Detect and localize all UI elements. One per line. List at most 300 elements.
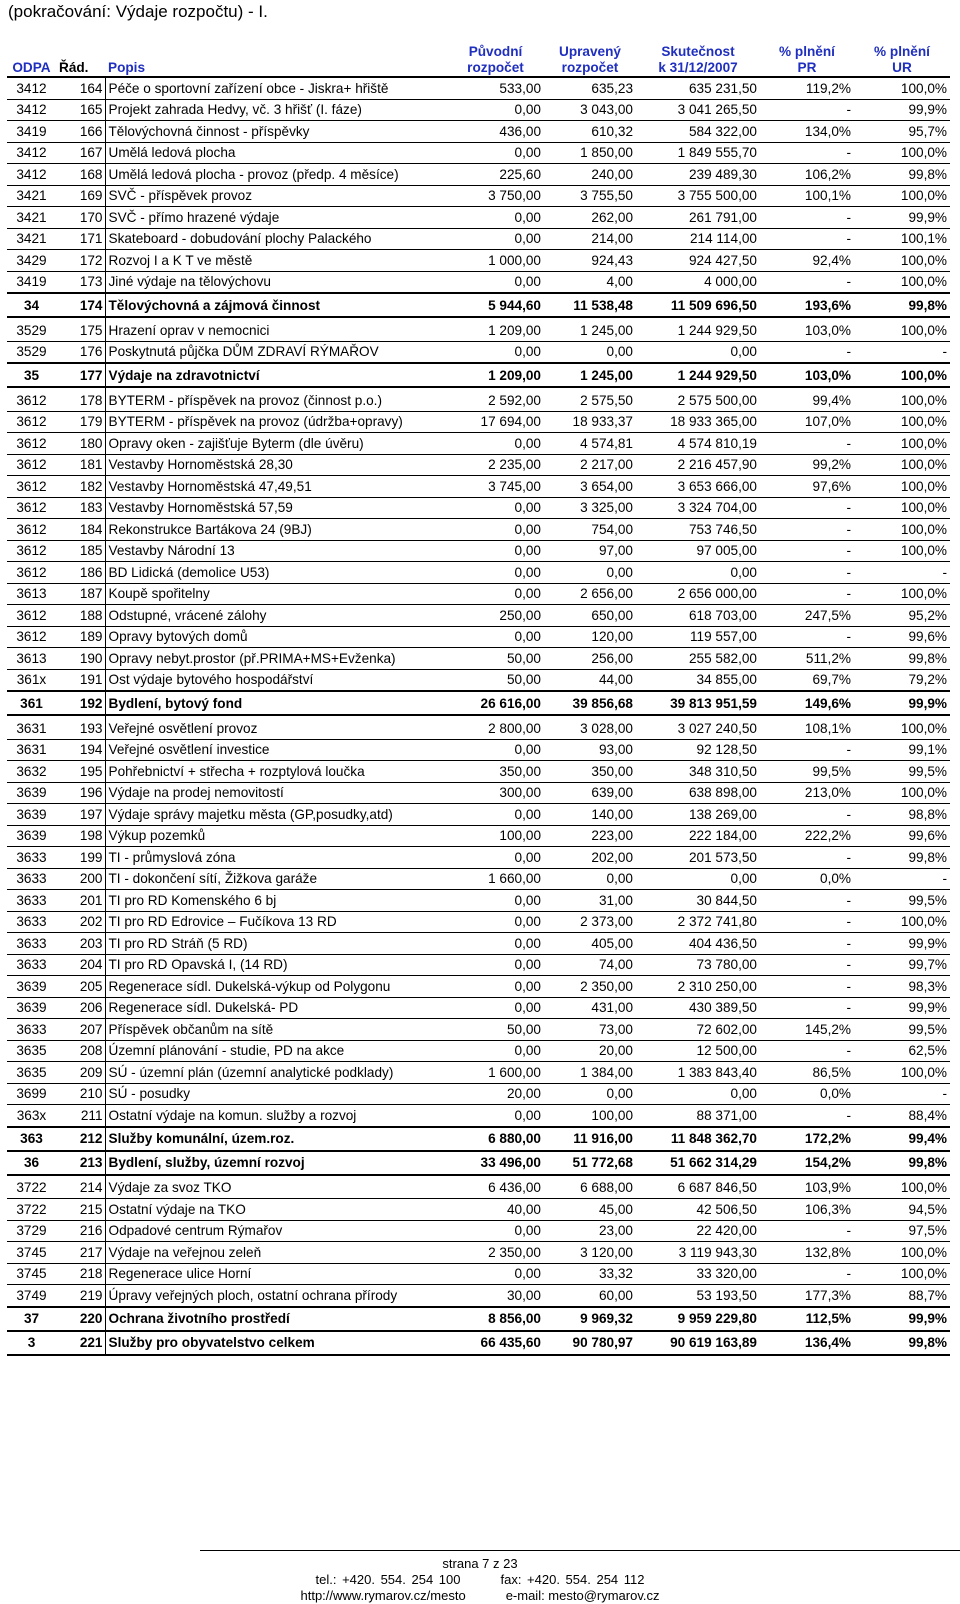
cell-upraveny: 51 772,68 (572, 1155, 633, 1170)
cell-puvodni: 3 745,00 (488, 478, 541, 494)
cell-odpa: 3421 (16, 188, 47, 204)
cell-plneni-ur: 99,4% (908, 1131, 947, 1146)
cell-odpa: 3633 (16, 871, 47, 887)
cell-popis: Rekonstrukce Bartákova 24 (9BJ) (105, 519, 447, 541)
cell-plneni-ur: 100,0% (900, 500, 947, 516)
cell-upraveny: 140,00 (591, 806, 633, 822)
table-row-subtotal (7, 1307, 950, 1331)
cell-rad: 217 (79, 1244, 103, 1260)
table-row (7, 669, 950, 691)
cell-puvodni: 0,00 (514, 742, 541, 758)
cell-odpa: 3635 (16, 1043, 47, 1059)
cell-odpa: 361 (20, 695, 43, 711)
cell-skutecnost: 1 383 843,40 (677, 1064, 757, 1080)
cell-plneni-pr: 134,0% (804, 123, 851, 139)
cell-plneni-ur: 100,0% (900, 586, 947, 602)
cell-puvodni: 1 000,00 (488, 252, 541, 268)
table-row (7, 1220, 950, 1242)
cell-plneni-pr: 103,0% (804, 322, 851, 338)
cell-plneni-pr: - (846, 274, 851, 290)
cell-rad: 185 (79, 543, 103, 559)
table-row (7, 121, 950, 143)
table-row (7, 715, 950, 739)
cell-rad: 196 (79, 785, 103, 801)
cell-skutecnost: 239 489,30 (688, 166, 757, 182)
cell-skutecnost: 119 557,00 (689, 629, 757, 645)
cell-popis: Projekt zahrada Hedvy, vč. 3 hřišť (I. fáze) (105, 99, 447, 121)
cell-plneni-ur: - (942, 1086, 947, 1102)
cell-puvodni: 50,00 (506, 650, 541, 666)
cell-puvodni: 0,00 (514, 1000, 541, 1016)
cell-popis: Regenerace ulice Horní (105, 1263, 447, 1285)
cell-popis: Opravy bytových domů (105, 626, 447, 648)
cell-plneni-ur: 100,0% (900, 435, 947, 451)
cell-upraveny: 2 350,00 (580, 978, 633, 994)
cell-plneni-ur: 100,0% (900, 1180, 947, 1196)
cell-rad: 215 (79, 1201, 103, 1217)
cell-popis: Výdaje na veřejnou zeleň (105, 1242, 447, 1264)
cell-skutecnost: 34 855,00 (696, 672, 757, 688)
cell-plneni-pr: 247,5% (804, 607, 851, 623)
cell-plneni-ur: 100,0% (900, 1244, 947, 1260)
table-row (7, 207, 950, 229)
cell-odpa: 3612 (16, 629, 47, 645)
table-row (7, 739, 950, 761)
cell-rad: 205 (79, 978, 103, 994)
cell-skutecnost: 88 371,00 (696, 1107, 757, 1123)
cell-skutecnost: 11 848 362,70 (670, 1131, 757, 1146)
cell-puvodni: 2 235,00 (488, 457, 541, 473)
cell-plneni-ur: 99,8% (908, 1155, 947, 1170)
cell-puvodni: 0,00 (514, 957, 541, 973)
cell-plneni-ur: 100,0% (900, 914, 947, 930)
cell-plneni-pr: - (846, 935, 851, 951)
cell-rad: 170 (79, 209, 103, 225)
col-header-rad: Řád. (56, 37, 105, 77)
cell-plneni-pr: 106,2% (804, 166, 851, 182)
cell-rad: 187 (79, 586, 103, 602)
cell-plneni-pr: 107,0% (804, 414, 851, 430)
cell-odpa: 3412 (16, 80, 47, 96)
cell-skutecnost: 635 231,50 (688, 80, 757, 96)
cell-rad: 174 (79, 297, 103, 313)
cell-odpa: 36 (23, 1155, 40, 1170)
cell-odpa: 3612 (16, 392, 47, 408)
cell-plneni-ur: 99,9% (908, 102, 947, 118)
cell-puvodni: 26 616,00 (480, 695, 541, 711)
cell-rad: 211 (80, 1107, 103, 1123)
cell-puvodni: 350,00 (499, 763, 541, 779)
cell-skutecnost: 255 582,00 (688, 650, 757, 666)
cell-popis: Ochrana životního prostředí (105, 1307, 447, 1331)
cell-plneni-pr: 103,9% (804, 1180, 851, 1196)
cell-odpa: 3 (27, 1335, 36, 1350)
table-row (7, 411, 950, 433)
cell-puvodni: 0,00 (514, 145, 541, 161)
table-row (7, 317, 950, 341)
cell-plneni-ur: 100,0% (900, 252, 947, 268)
cell-popis: Jiné výdaje na tělovýchovu (105, 271, 447, 293)
cell-rad: 179 (79, 414, 103, 430)
cell-skutecnost: 11 509 696,50 (670, 297, 757, 313)
cell-skutecnost: 92 128,50 (696, 742, 757, 758)
cell-popis: Bydlení, bytový fond (105, 691, 447, 715)
cell-odpa: 35 (23, 367, 40, 383)
cell-plneni-pr: - (846, 957, 851, 973)
cell-popis: SÚ - územní plán (územní analytické podklady) (105, 1062, 447, 1084)
cell-odpa: 3632 (16, 763, 47, 779)
cell-upraveny: 73,00 (598, 1021, 633, 1037)
cell-upraveny: 9 969,32 (580, 1311, 633, 1326)
cell-upraveny: 223,00 (591, 828, 633, 844)
cell-puvodni: 20,00 (506, 1086, 541, 1102)
cell-popis: Skateboard - dobudování plochy Palackého (105, 228, 447, 250)
cell-upraveny: 44,00 (598, 672, 633, 688)
cell-popis: Veřejné osvětlení provoz (105, 715, 447, 739)
cell-puvodni: 2 350,00 (488, 1244, 541, 1260)
cell-puvodni: 50,00 (506, 1021, 541, 1037)
cell-odpa: 3612 (16, 435, 47, 451)
cell-odpa: 3612 (16, 521, 47, 537)
cell-plneni-ur: 100,0% (900, 414, 947, 430)
cell-odpa: 3612 (16, 478, 47, 494)
cell-plneni-ur: 95,2% (908, 607, 947, 623)
cell-odpa: 3412 (16, 102, 47, 118)
cell-upraveny: 240,00 (591, 166, 633, 182)
cell-skutecnost: 2 310 250,00 (677, 978, 757, 994)
cell-odpa: 3612 (16, 543, 47, 559)
cell-skutecnost: 3 041 265,50 (677, 102, 757, 118)
cell-skutecnost: 430 389,50 (688, 1000, 757, 1016)
cell-odpa: 3631 (16, 720, 47, 736)
cell-odpa: 3613 (16, 586, 47, 602)
cell-upraveny: 3 325,00 (580, 500, 633, 516)
cell-rad: 192 (79, 695, 103, 711)
cell-skutecnost: 753 746,50 (688, 521, 757, 537)
cell-plneni-ur: 100,0% (900, 322, 947, 338)
cell-upraveny: 639,00 (591, 785, 633, 801)
cell-upraveny: 11 916,00 (573, 1131, 633, 1146)
cell-upraveny: 1 245,00 (580, 367, 633, 383)
cell-plneni-pr: - (846, 1107, 851, 1123)
cell-plneni-pr: 132,8% (804, 1244, 851, 1260)
cell-plneni-pr: 97,6% (812, 478, 851, 494)
cell-skutecnost: 6 687 846,50 (677, 1180, 757, 1196)
cell-plneni-ur: 100,0% (900, 80, 947, 96)
cell-upraveny: 256,00 (591, 650, 633, 666)
cell-rad: 193 (79, 720, 103, 736)
cell-skutecnost: 4 574 810,19 (677, 435, 757, 451)
cell-upraveny: 93,00 (598, 742, 633, 758)
cell-skutecnost: 214 114,00 (689, 231, 757, 247)
cell-popis: TI - dokončení sítí, Žižkova garáže (105, 868, 447, 890)
cell-skutecnost: 3 027 240,50 (677, 720, 757, 736)
cell-skutecnost: 12 500,00 (696, 1043, 757, 1059)
cell-upraveny: 6 688,00 (580, 1180, 633, 1196)
cell-upraveny: 405,00 (591, 935, 633, 951)
cell-popis: Příspěvek občanům na sítě (105, 1019, 447, 1041)
footer-contact (0, 1572, 960, 1587)
cell-upraveny: 262,00 (591, 209, 633, 225)
cell-plneni-pr: 177,3% (804, 1287, 851, 1303)
cell-skutecnost: 404 436,50 (688, 935, 757, 951)
cell-plneni-ur: 97,5% (908, 1223, 947, 1239)
cell-upraveny: 60,00 (598, 1287, 633, 1303)
cell-popis: Opravy oken - zajišťuje Byterm (dle úvěru) (105, 433, 447, 455)
cell-rad: 175 (79, 322, 103, 338)
cell-rad: 221 (79, 1335, 103, 1350)
cell-plneni-ur: 99,8% (908, 849, 947, 865)
cell-rad: 177 (79, 367, 103, 383)
cell-plneni-ur: 99,8% (908, 1335, 947, 1350)
cell-plneni-pr: - (846, 914, 851, 930)
cell-odpa: 3631 (16, 742, 47, 758)
cell-upraveny: 650,00 (591, 607, 633, 623)
cell-skutecnost: 0,00 (730, 871, 757, 887)
cell-plneni-pr: - (846, 586, 851, 602)
cell-skutecnost: 53 193,50 (696, 1287, 757, 1303)
cell-plneni-ur: 100,1% (900, 231, 947, 247)
table-row (7, 476, 950, 498)
cell-odpa: 3633 (16, 1021, 47, 1037)
cell-puvodni: 0,00 (514, 500, 541, 516)
cell-puvodni: 0,00 (514, 102, 541, 118)
cell-plneni-ur: 100,0% (900, 145, 947, 161)
cell-upraveny: 20,00 (598, 1043, 633, 1059)
cell-rad: 167 (79, 145, 103, 161)
cell-rad: 189 (79, 629, 103, 645)
cell-popis: TI pro RD Edrovice – Fučíkova 13 RD (105, 911, 447, 933)
cell-odpa: 3633 (16, 849, 47, 865)
cell-plneni-pr: 145,2% (804, 1021, 851, 1037)
cell-puvodni: 100,00 (499, 828, 541, 844)
cell-plneni-pr: - (846, 978, 851, 994)
table-row (7, 868, 950, 890)
cell-plneni-pr: - (846, 1043, 851, 1059)
cell-plneni-ur: 100,0% (900, 392, 947, 408)
cell-odpa: 3633 (16, 957, 47, 973)
cell-popis: Odpadové centrum Rýmařov (105, 1220, 447, 1242)
cell-puvodni: 6 436,00 (488, 1180, 541, 1196)
cell-plneni-ur: 100,0% (900, 478, 947, 494)
cell-plneni-pr: 149,6% (804, 695, 851, 711)
cell-plneni-ur: 99,6% (908, 629, 947, 645)
cell-plneni-pr: 100,1% (804, 188, 851, 204)
cell-skutecnost: 72 602,00 (696, 1021, 757, 1037)
cell-popis: Výdaje za svoz TKO (105, 1175, 447, 1199)
cell-plneni-ur: 99,8% (908, 650, 947, 666)
cell-odpa: 3722 (16, 1180, 47, 1196)
cell-puvodni: 533,00 (499, 80, 541, 96)
cell-plneni-ur: 99,9% (908, 209, 947, 225)
cell-upraveny: 431,00 (591, 1000, 633, 1016)
cell-plneni-ur: - (942, 564, 947, 580)
cell-odpa: 363x (16, 1107, 47, 1123)
table-row (7, 77, 950, 99)
cell-puvodni: 0,00 (514, 806, 541, 822)
cell-upraveny: 3 028,00 (580, 720, 633, 736)
cell-puvodni: 40,00 (506, 1201, 541, 1217)
cell-puvodni: 0,00 (514, 1223, 541, 1239)
cell-rad: 216 (79, 1223, 103, 1239)
cell-upraveny: 2 217,00 (580, 457, 633, 473)
cell-puvodni: 0,00 (514, 543, 541, 559)
cell-popis: Vestavby Hornoměstská 57,59 (105, 497, 447, 519)
cell-plneni-ur: 100,0% (900, 367, 947, 383)
cell-skutecnost: 18 933 365,00 (670, 414, 757, 430)
table-row (7, 250, 950, 272)
table-row (7, 1040, 950, 1062)
footer-website-link[interactable]: http://www.rymarov.cz/mesto (300, 1588, 466, 1603)
cell-upraveny: 3 043,00 (580, 102, 633, 118)
cell-odpa: 363 (20, 1131, 43, 1146)
cell-upraveny: 4,00 (606, 274, 633, 290)
cell-upraveny: 3 755,50 (580, 188, 633, 204)
cell-upraveny: 635,23 (591, 80, 633, 96)
table-header-row (7, 37, 950, 77)
table-row (7, 782, 950, 804)
cell-skutecnost: 3 755 500,00 (677, 188, 757, 204)
cell-puvodni: 2 800,00 (488, 720, 541, 736)
cell-odpa: 3412 (16, 166, 47, 182)
cell-plneni-pr: 136,4% (804, 1335, 851, 1350)
cell-popis: Tělovýchovná činnost - příspěvky (105, 121, 447, 143)
cell-popis: TI pro RD Opavská I, (14 RD) (105, 954, 447, 976)
cell-rad: 219 (79, 1287, 103, 1303)
cell-puvodni: 0,00 (514, 914, 541, 930)
cell-puvodni: 0,00 (514, 564, 541, 580)
cell-popis: TI - průmyslová zóna (105, 847, 447, 869)
cell-upraveny: 1 384,00 (580, 1064, 633, 1080)
table-row (7, 540, 950, 562)
cell-popis: Odstupné, vrácené zálohy (105, 605, 447, 627)
table-row (7, 228, 950, 250)
cell-popis: Umělá ledová plocha (105, 142, 447, 164)
cell-plneni-ur: 98,8% (908, 806, 947, 822)
cell-plneni-pr: 69,7% (812, 672, 851, 688)
cell-plneni-pr: - (846, 564, 851, 580)
table-row (7, 997, 950, 1019)
cell-rad: 176 (79, 344, 103, 360)
cell-odpa: 34 (23, 297, 40, 313)
cell-plneni-pr: - (846, 145, 851, 161)
cell-puvodni: 0,00 (514, 849, 541, 865)
cell-rad: 183 (79, 500, 103, 516)
cell-plneni-pr: 99,4% (812, 392, 851, 408)
cell-puvodni: 6 880,00 (488, 1131, 541, 1146)
cell-rad: 218 (79, 1266, 103, 1282)
cell-puvodni: 0,00 (514, 892, 541, 908)
table-row-subtotal (7, 363, 950, 387)
cell-skutecnost: 51 662 314,29 (670, 1155, 757, 1170)
cell-skutecnost: 638 898,00 (688, 785, 757, 801)
cell-puvodni: 0,00 (514, 935, 541, 951)
cell-popis: Výdaje na zdravotnictví (105, 363, 447, 387)
cell-plneni-pr: - (846, 344, 851, 360)
cell-rad: 214 (79, 1180, 103, 1196)
cell-popis: Tělovýchovná a zájmová činnost (105, 293, 447, 317)
cell-skutecnost: 2 372 741,80 (677, 914, 757, 930)
cell-upraveny: 2 575,50 (580, 392, 633, 408)
cell-rad: 178 (79, 392, 103, 408)
cell-popis: Hrazení oprav v nemocnici (105, 317, 447, 341)
cell-popis: Služby komunální, územ.roz. (105, 1127, 447, 1151)
cell-odpa: 3613 (16, 650, 47, 666)
cell-popis: Výkup pozemků (105, 825, 447, 847)
cell-popis: Bydlení, služby, územní rozvoj (105, 1151, 447, 1175)
cell-popis: Ost výdaje bytového hospodářství (105, 669, 447, 691)
cell-skutecnost: 201 573,50 (688, 849, 757, 865)
footer-email[interactable]: e-mail: mesto@rymarov.cz (505, 1588, 660, 1603)
cell-plneni-ur: 100,0% (900, 543, 947, 559)
cell-plneni-pr: 172,2% (804, 1131, 851, 1146)
cell-odpa: 3612 (16, 564, 47, 580)
cell-odpa: 3635 (16, 1064, 47, 1080)
cell-plneni-ur: 99,6% (908, 828, 947, 844)
footer-fax: fax: +420. 554. 254 112 (500, 1572, 645, 1587)
cell-puvodni: 5 944,60 (488, 297, 541, 313)
cell-plneni-ur: 100,0% (900, 785, 947, 801)
cell-upraveny: 2 656,00 (580, 586, 633, 602)
cell-rad: 195 (79, 763, 103, 779)
document-title: (pokračování: Výdaje rozpočtu) - I. (8, 2, 268, 21)
cell-rad: 197 (79, 806, 103, 822)
cell-puvodni: 225,60 (499, 166, 541, 182)
cell-popis: Úpravy veřejných ploch, ostatní ochrana přírody (105, 1285, 447, 1307)
cell-rad: 201 (79, 892, 103, 908)
cell-plneni-pr: 119,2% (805, 80, 851, 96)
cell-rad: 188 (79, 607, 103, 623)
cell-rad: 209 (79, 1064, 103, 1080)
cell-puvodni: 436,00 (499, 123, 541, 139)
table-row (7, 1199, 950, 1221)
cell-puvodni: 1 209,00 (488, 322, 541, 338)
footer-web (0, 1588, 960, 1603)
cell-skutecnost: 3 653 666,00 (677, 478, 757, 494)
cell-rad: 172 (79, 252, 103, 268)
cell-popis: Opravy nebyt.prostor (př.PRIMA+MS+Evženka) (105, 648, 447, 670)
cell-plneni-ur: 88,4% (908, 1107, 947, 1123)
cell-puvodni: 0,00 (514, 1266, 541, 1282)
cell-puvodni: 0,00 (514, 344, 541, 360)
cell-odpa: 3633 (16, 914, 47, 930)
cell-rad: 208 (79, 1043, 103, 1059)
cell-upraveny: 120,00 (591, 629, 633, 645)
cell-skutecnost: 90 619 163,89 (670, 1335, 757, 1350)
cell-plneni-ur: 88,7% (908, 1287, 947, 1303)
cell-upraveny: 3 654,00 (580, 478, 633, 494)
cell-puvodni: 66 435,60 (480, 1335, 541, 1350)
table-row (7, 583, 950, 605)
cell-popis: BYTERM - příspěvek na provoz (činnost p.o.) (105, 387, 447, 411)
cell-rad: 213 (79, 1155, 103, 1170)
cell-odpa: 3429 (16, 252, 47, 268)
cell-plneni-ur: 99,9% (908, 1311, 947, 1326)
cell-puvodni: 1 600,00 (488, 1064, 541, 1080)
cell-plneni-pr: 511,2% (805, 650, 851, 666)
cell-skutecnost: 584 322,00 (688, 123, 757, 139)
cell-puvodni: 2 592,00 (488, 392, 541, 408)
cell-skutecnost: 0,00 (730, 344, 757, 360)
cell-plneni-pr: - (846, 1223, 851, 1239)
cell-puvodni: 17 694,00 (480, 414, 541, 430)
cell-plneni-pr: - (846, 102, 851, 118)
cell-plneni-pr: - (846, 231, 851, 247)
cell-plneni-ur: 95,7% (908, 123, 947, 139)
cell-popis: Ostatní výdaje na komun. služby a rozvoj (105, 1105, 447, 1127)
cell-plneni-ur: 99,9% (908, 1000, 947, 1016)
table-row (7, 1175, 950, 1199)
